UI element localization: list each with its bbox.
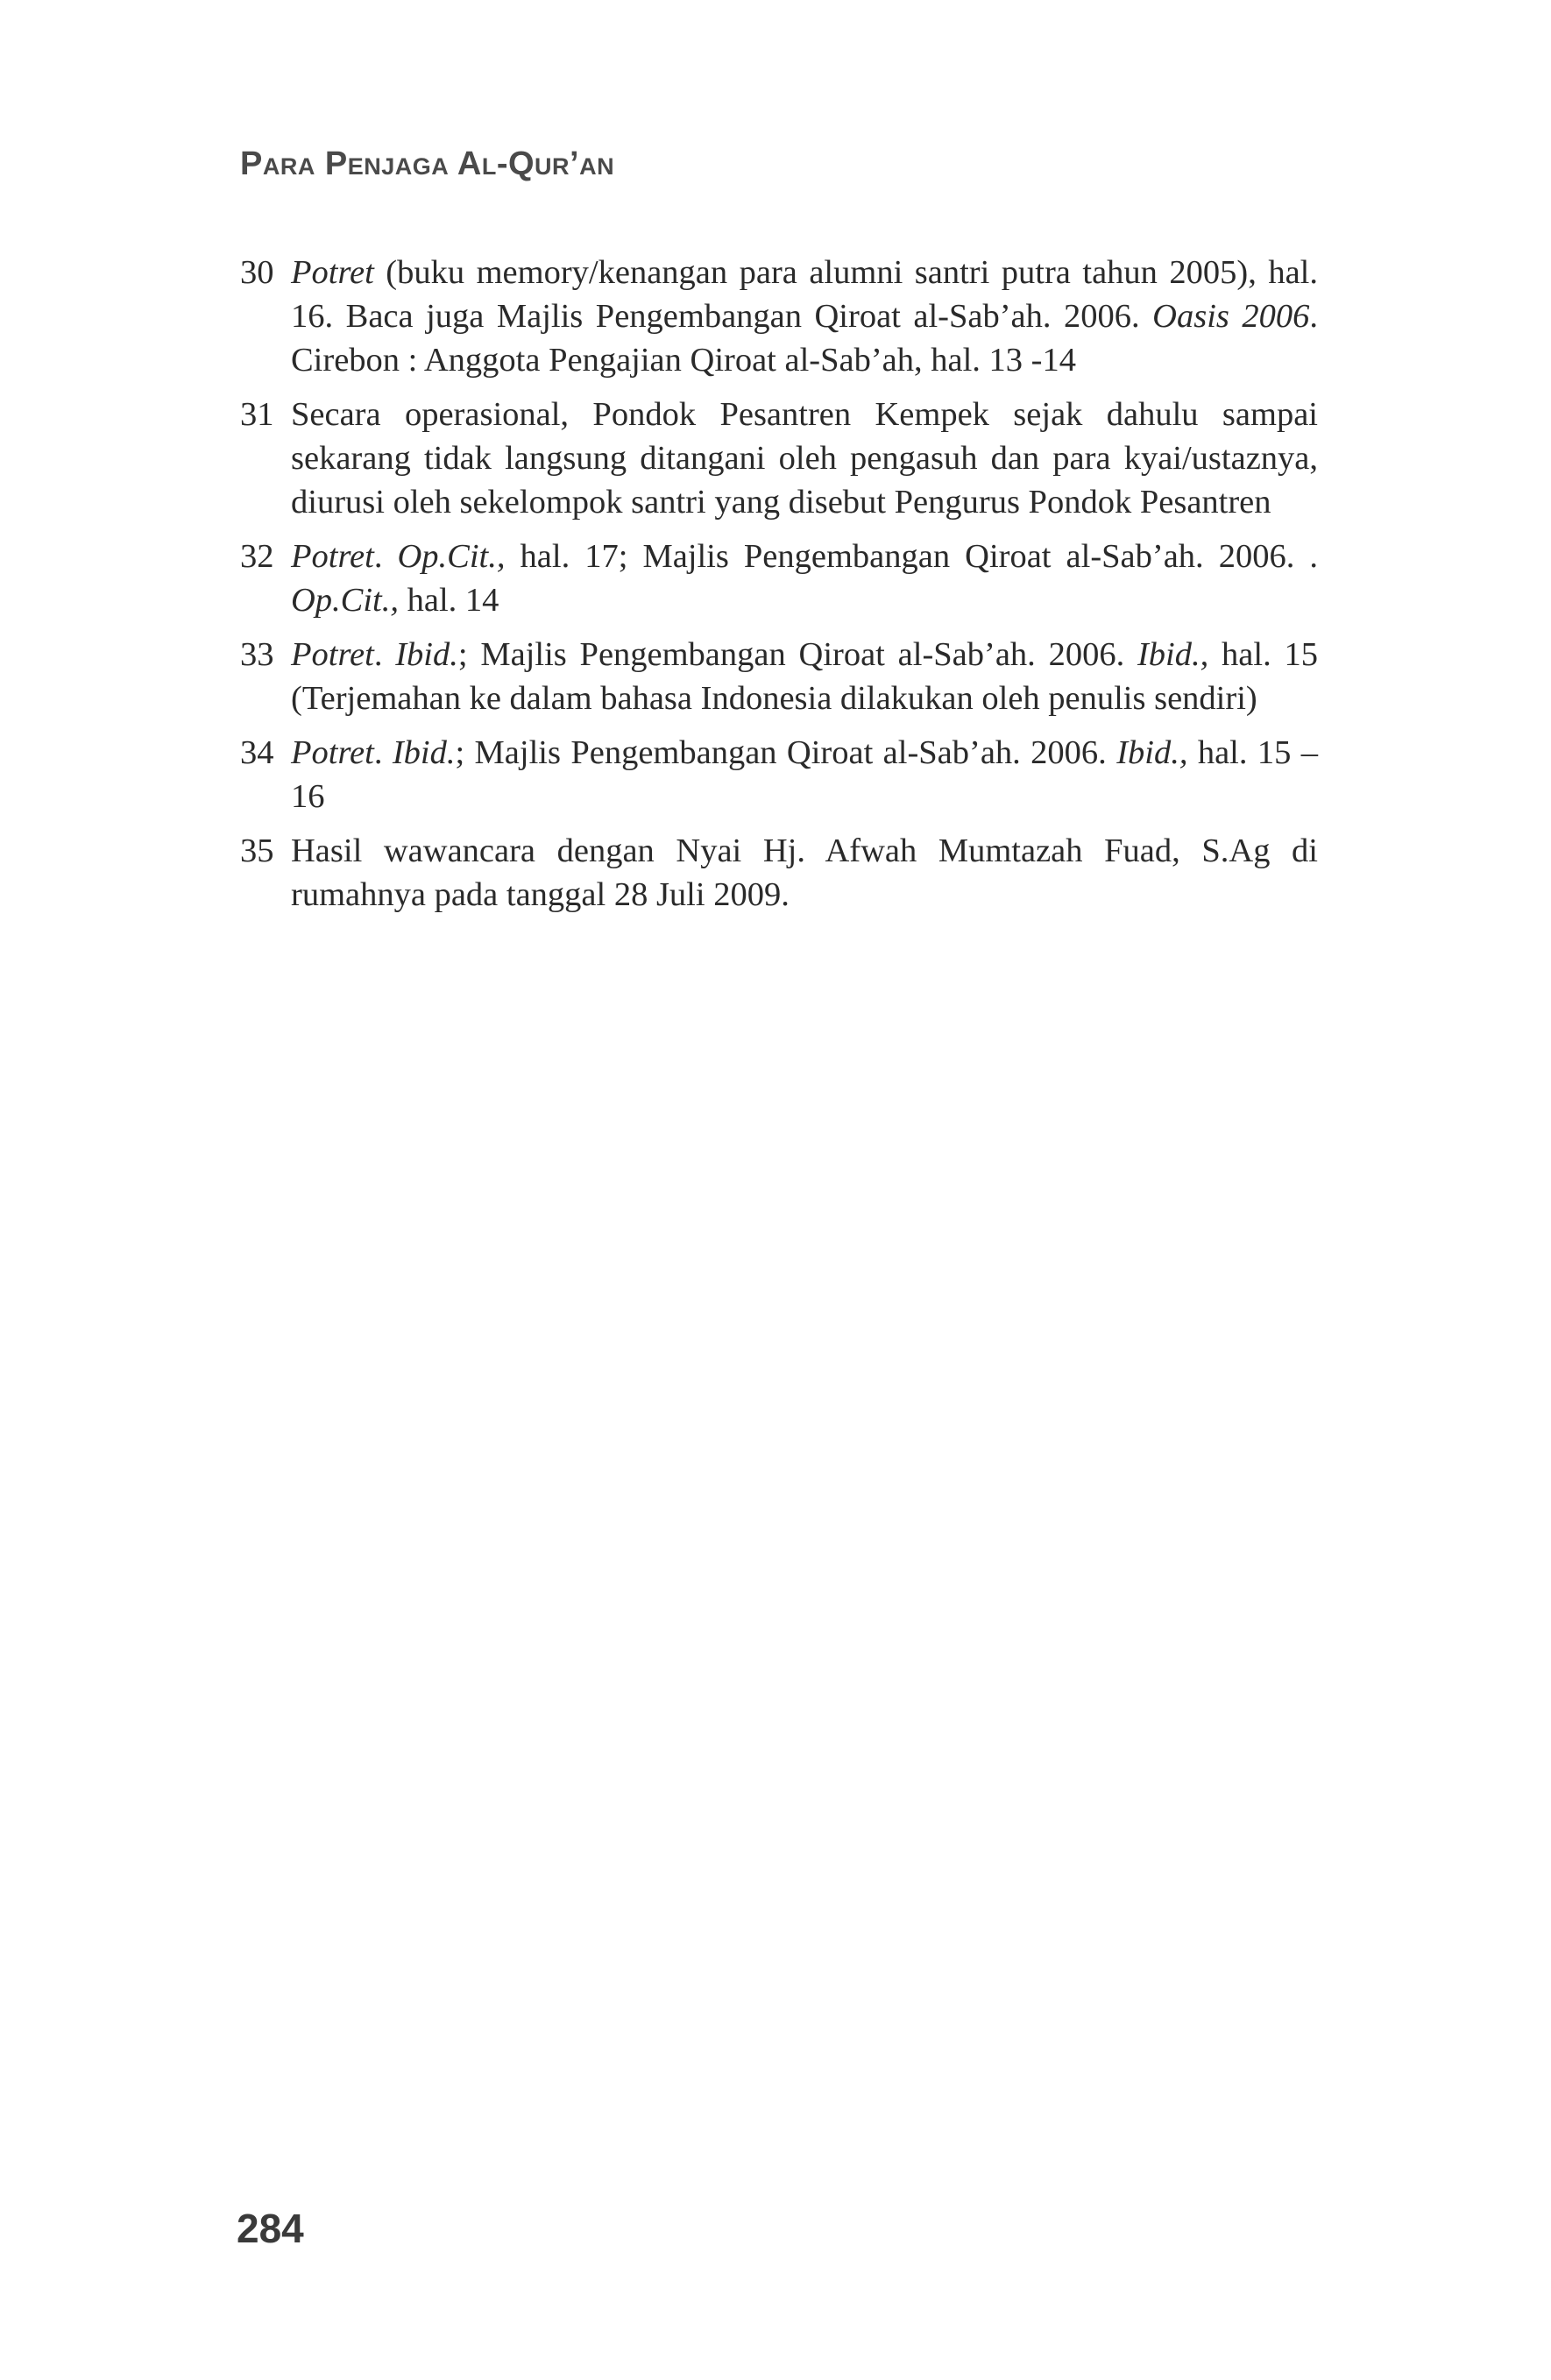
footnote-segment: Op.Cit.,: [291, 582, 400, 619]
footnote-35: [240, 829, 1327, 917]
footnote-number: 33: [240, 636, 274, 673]
footnote-number: 34: [240, 734, 274, 771]
footnote-34: [240, 731, 1327, 818]
footnote-segment: Hasil wawancara dengan Nyai Hj. Afwah Mumtazah Fuad, S.Ag di rumahnya pada tanggal 28 Juli 2009.: [291, 832, 1327, 913]
footnote-segment: hal. 15 (Terjemahan ke dalam bahasa Indonesia dilakukan oleh penulis sendiri): [291, 636, 1327, 717]
footnote-segment: Ibid.: [395, 636, 458, 673]
footnote-segment: Op.Cit.,: [397, 538, 506, 575]
footnote-segment: Potret: [291, 636, 374, 673]
footnote-text: [291, 829, 1327, 917]
footnote-segment: hal. 14: [399, 582, 499, 619]
footnote-32: [240, 535, 1327, 622]
footnote-text: [291, 731, 1327, 818]
footnote-text: [291, 535, 1327, 622]
footnote-segment: .: [373, 734, 393, 771]
footnote-number: 35: [240, 832, 274, 869]
footnote-number: 30: [240, 254, 274, 291]
footnote-segment: Potret: [291, 734, 374, 771]
footnote-text: [291, 251, 1327, 382]
footnote-number: 31: [240, 396, 274, 433]
footnote-segment: hal. 17; Majlis Pengembangan Qiroat al-Sab’ah. 2006. .: [505, 538, 1327, 575]
running-head-title: Para Penjaga Al-Qur’an: [240, 145, 615, 182]
footnote-text: [291, 393, 1327, 524]
footnote-segment: .: [373, 538, 398, 575]
footnote-30: [240, 251, 1327, 382]
footnote-segment: Secara operasional, Pondok Pesantren Kempek sejak dahulu sampai sekarang tidak langsung ditangani oleh pengasuh dan para kyai/ustaznya, diurusi oleh sekelompok santri yang disebut Pengurus Pondok Pesantren: [291, 396, 1327, 521]
footnote-segment: ; Majlis Pengembangan Qiroat al-Sab’ah. 2006.: [455, 734, 1117, 771]
page-number: 284: [237, 2206, 304, 2251]
footnote-segment: Ibid.,: [1137, 636, 1209, 673]
footnote-segment: hal. 15 – 16: [291, 734, 1327, 815]
footnote-segment: .: [373, 636, 396, 673]
footnote-number: 32: [240, 538, 274, 575]
footnotes-list: [240, 251, 1327, 927]
footnote-segment: Potret: [291, 538, 374, 575]
footnote-segment: (buku memory/kenangan para alumni santri putra tahun 2005), hal. 16. Baca juga Majlis Pengembangan Qiroat al-Sab’ah. 2006.: [291, 254, 1327, 335]
footnote-segment: Potret: [291, 254, 374, 291]
footnote-text: [291, 633, 1327, 720]
footnote-segment: ; Majlis Pengembangan Qiroat al-Sab’ah. 2006.: [457, 636, 1137, 673]
footnote-segment: Oasis 2006: [1152, 298, 1310, 335]
footnote-31: [240, 393, 1327, 524]
footnote-segment: . Cirebon : Anggota Pengajian Qiroat al-Sab’ah, hal. 13 -14: [291, 298, 1327, 379]
footnote-segment: Ibid.,: [1116, 734, 1188, 771]
footnote-33: [240, 633, 1327, 720]
footnote-segment: Ibid.: [392, 734, 456, 771]
